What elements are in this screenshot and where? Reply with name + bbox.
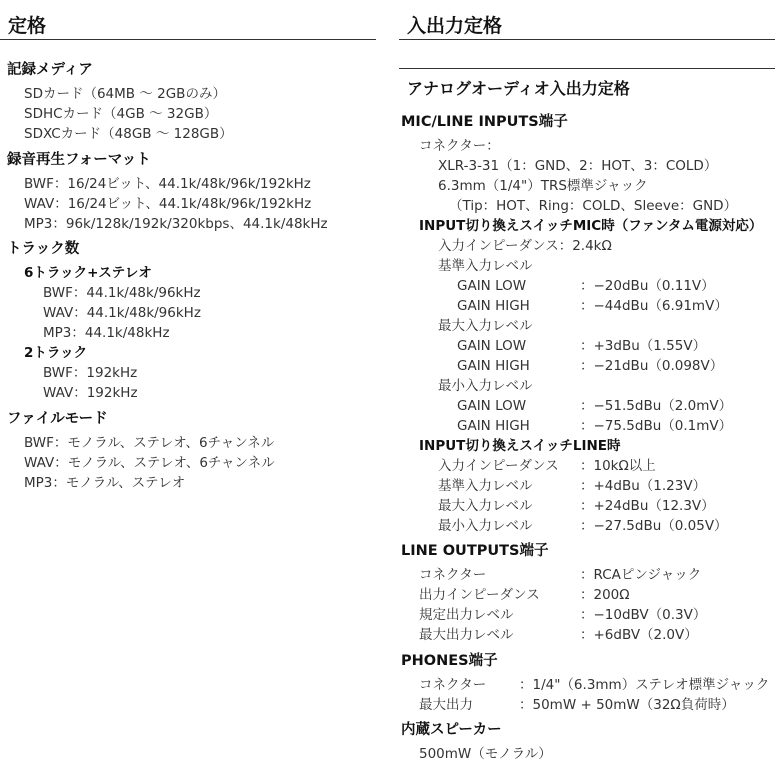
row-value: ：−10dBV（0.3V） xyxy=(580,607,707,623)
row-value: ：RCAピンジャック xyxy=(580,567,702,583)
file-mode-item: MP3：モノラル、ステレオ xyxy=(24,475,186,491)
row-value: ：+6dBV（2.0V） xyxy=(580,627,698,643)
media-heading: 記録メディア xyxy=(7,62,93,78)
mic-ref-label: 基準入力レベル xyxy=(438,258,533,274)
gain-value: ：−20dBu（0.11V） xyxy=(580,278,715,294)
line-out-row xyxy=(419,586,630,604)
gain-label: GAIN HIGH xyxy=(457,358,530,374)
mic-max-label: 最大入力レベル xyxy=(438,318,533,334)
row-label: 最小入力レベル xyxy=(438,518,533,534)
gain-value: ：−51.5dBu（2.0mV） xyxy=(580,398,733,414)
tracks-two-item: BWF：192kHz xyxy=(43,365,138,381)
mic-min-label: 最小入力レベル xyxy=(438,378,533,394)
phones-heading: PHONES端子 xyxy=(401,653,498,669)
mic-gain-row xyxy=(457,337,707,355)
line-in-row xyxy=(438,457,656,475)
specs-column xyxy=(0,0,376,491)
connector-xlr: XLR-3-31（1：GND、2：HOT、3：COLD） xyxy=(438,158,718,174)
file-mode-item: WAV：モノラル、ステレオ、6チャンネル xyxy=(24,455,275,471)
gain-label: GAIN LOW xyxy=(457,398,527,414)
connector-label: コネクター： xyxy=(419,138,500,154)
speaker-heading: 内蔵スピーカー xyxy=(401,722,502,738)
row-label: 出力インピーダンス xyxy=(419,587,540,603)
mic-gain-row xyxy=(457,397,733,415)
tracks-six-item: MP3：44.1k/48kHz xyxy=(43,325,170,341)
line-out-row xyxy=(419,626,698,644)
line-out-heading: LINE OUTPUTS端子 xyxy=(401,543,549,559)
mic-gain-row xyxy=(457,277,715,295)
gain-value: ：−21dBu（0.098V） xyxy=(580,358,724,374)
line-in-row xyxy=(438,477,707,495)
format-item: WAV：16/24ビット、44.1k/48k/96k/192kHz xyxy=(24,196,312,212)
mic-gain-row xyxy=(457,357,724,375)
mic-gain-row xyxy=(457,417,733,435)
row-label: 基準入力レベル xyxy=(438,478,533,494)
media-item: SDカード（64MB ～ 2GBのみ） xyxy=(24,86,226,102)
tracks-six-item: WAV：44.1k/48k/96kHz xyxy=(43,305,201,321)
row-label: 最大出力 xyxy=(419,697,473,713)
row-label: 最大入力レベル xyxy=(438,498,533,514)
tracks-six-item: BWF：44.1k/48k/96kHz xyxy=(43,285,201,301)
gain-label: GAIN LOW xyxy=(457,278,527,294)
row-label: 入力インピーダンス xyxy=(438,458,559,474)
format-item: BWF：16/24ビット、44.1k/48k/96k/192kHz xyxy=(24,176,311,192)
tracks-six-heading: 6トラック+ステレオ xyxy=(24,265,152,281)
analog-io-title: アナログオーディオ入出力定格 xyxy=(399,68,775,99)
file-mode-item: BWF：モノラル、ステレオ、6チャンネル xyxy=(24,435,275,451)
tracks-heading: トラック数 xyxy=(7,241,80,257)
mic-heading: INPUT切り換えスイッチMIC時（ファンタム電源対応） xyxy=(419,218,763,234)
phones-row xyxy=(419,676,770,694)
connector-trs: 6.3mm（1/4"）TRS標準ジャック xyxy=(438,178,648,194)
gain-label: GAIN HIGH xyxy=(457,298,530,314)
mic-gain-row xyxy=(457,297,728,315)
row-label: コネクター xyxy=(419,677,487,693)
row-label: 規定出力レベル xyxy=(419,607,514,623)
row-value: ：50mW + 50mW（32Ω負荷時） xyxy=(519,697,735,713)
row-value: ：1/4"（6.3mm）ステレオ標準ジャック xyxy=(519,677,770,693)
tracks-two-heading: 2トラック xyxy=(24,345,88,361)
row-label: コネクター xyxy=(419,567,487,583)
line-out-row xyxy=(419,566,702,584)
gain-value: ：+3dBu（1.55V） xyxy=(580,338,707,354)
gain-label: GAIN LOW xyxy=(457,338,527,354)
row-value: ：+24dBu（12.3V） xyxy=(580,498,715,514)
line-in-row xyxy=(438,497,715,515)
specs-title: 定格 xyxy=(0,0,376,40)
line-in-heading: INPUT切り換えスイッチLINE時 xyxy=(419,438,621,454)
line-out-row xyxy=(419,606,707,624)
row-label: 最大出力レベル xyxy=(419,627,514,643)
tracks-two-item: WAV：192kHz xyxy=(43,385,138,401)
speaker-value: 500mW（モノラル） xyxy=(419,746,552,762)
format-item: MP3：96k/128k/192k/320kbps、44.1k/48kHz xyxy=(24,216,328,232)
io-specs-title: 入出力定格 xyxy=(399,0,775,40)
gain-value: ：−44dBu（6.91mV） xyxy=(580,298,728,314)
gain-value: ：−75.5dBu（0.1mV） xyxy=(580,418,733,434)
media-item: SDXCカード（48GB ～ 128GB） xyxy=(24,126,233,142)
file-mode-heading: ファイルモード xyxy=(7,411,108,427)
row-value: ：+4dBu（1.23V） xyxy=(580,478,707,494)
format-heading: 録音再生フォーマット xyxy=(7,152,151,168)
gain-label: GAIN HIGH xyxy=(457,418,530,434)
row-value: ：200Ω xyxy=(580,587,630,603)
phones-row xyxy=(419,696,735,714)
line-in-row xyxy=(438,517,728,535)
media-item: SDHCカード（4GB ～ 32GB） xyxy=(24,106,218,122)
mic-impedance: 入力インピーダンス：2.4kΩ xyxy=(438,238,612,254)
mic-line-heading: MIC/LINE INPUTS端子 xyxy=(401,114,568,130)
io-specs-column xyxy=(399,0,775,762)
row-value: ：−27.5dBu（0.05V） xyxy=(580,518,728,534)
connector-trs-detail: （Tip：HOT、Ring：COLD、Sleeve：GND） xyxy=(449,198,738,214)
row-value: ：10kΩ以上 xyxy=(580,458,656,474)
